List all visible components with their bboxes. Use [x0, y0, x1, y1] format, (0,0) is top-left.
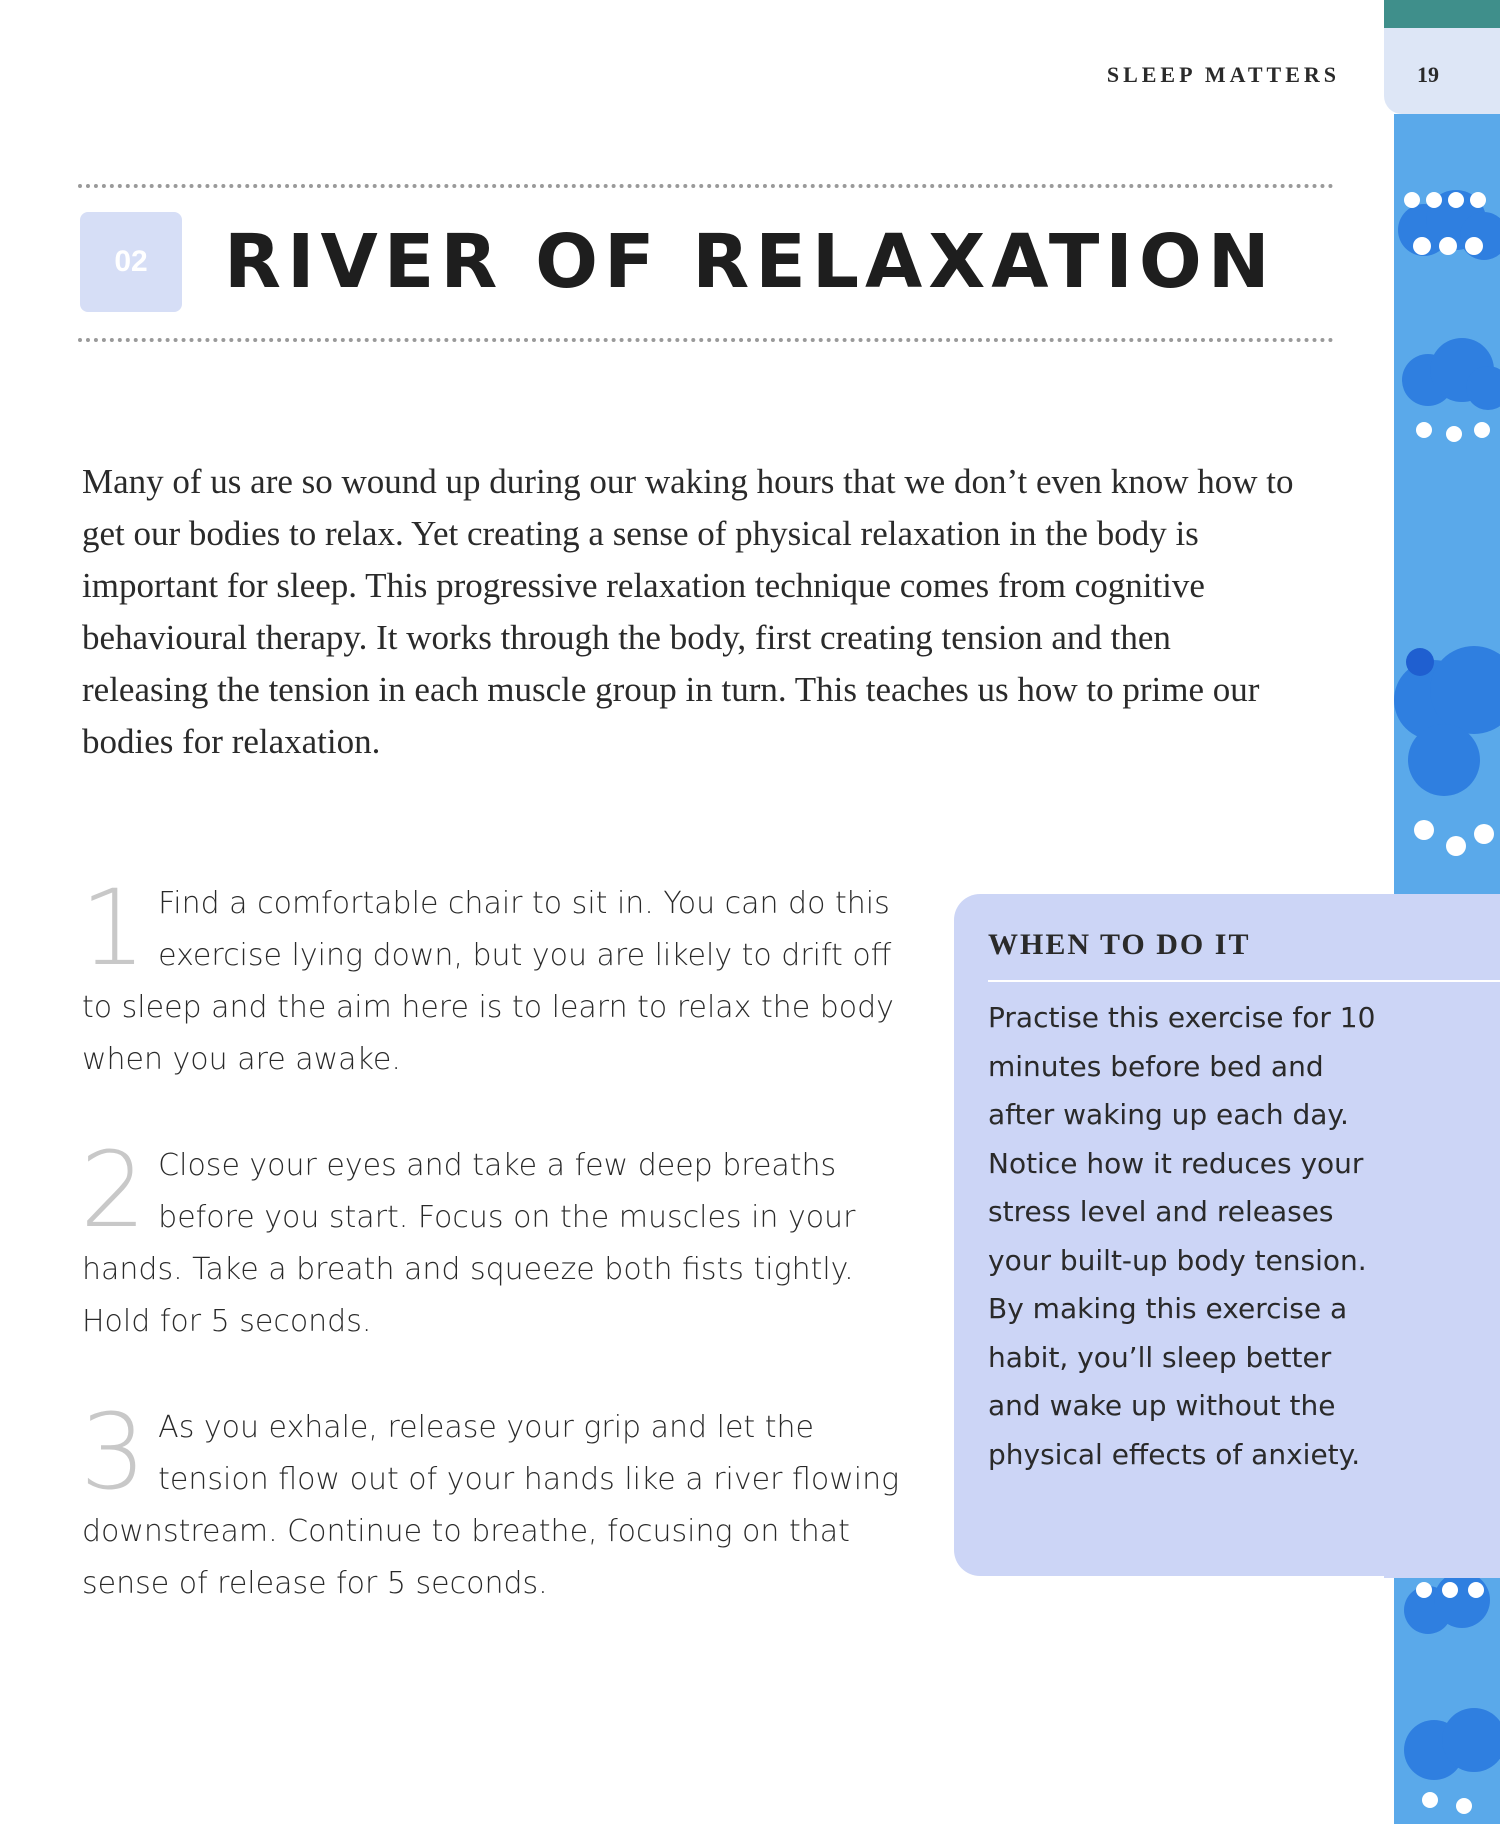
tip-heading: WHEN TO DO IT: [988, 928, 1251, 961]
section-title: RIVER OF RELAXATION: [224, 219, 1276, 305]
step-text: As you exhale, release your grip and let the tension flow out of your hands like a river flowing downstream. Continue to breathe, focusing on that sense of release for 5 seconds.: [82, 1410, 900, 1601]
running-head: SLEEP MATTERS: [1106, 62, 1340, 87]
chapter-badge: 02: [80, 212, 182, 312]
tip-divider: [988, 980, 1500, 982]
step-number: 3: [80, 1391, 147, 1513]
step-item: [80, 1391, 902, 1610]
step-item: [80, 867, 902, 1086]
step-text: Close your eyes and take a few deep breaths before you start. Focus on the muscles in your hands. Take a breath and squeeze both fists tightly. Hold for 5 seconds.: [82, 1148, 856, 1339]
step-number: 2: [80, 1129, 147, 1251]
dotted-rule-top: [78, 184, 1334, 188]
when-to-do-it-box: [954, 894, 1500, 1576]
step-text: Find a comfortable chair to sit in. You can do this exercise lying down, but you are likely to drift off to sleep and the aim here is to learn to relax the body when you are awake.: [82, 886, 894, 1077]
tip-text: Practise this exercise for 10 minutes before bed and after waking up each day. Notice how it reduces your stress level and releases your built-up body tension. By making this exercise a habit, you’ll sleep better and wake up without the physical effects of anxiety.: [988, 1001, 1376, 1471]
step-number: 1: [80, 867, 147, 989]
dotted-rule-bottom: [78, 338, 1334, 342]
step-item: [80, 1129, 902, 1348]
intro-paragraph: Many of us are so wound up during our waking hours that we don’t even know how to get our bodies to relax. Yet creating a sense of physical relaxation in the body is important for sleep. This progressive relaxation technique comes from cognitive behavioural therapy. It works through the body, first creating tension and then releasing the tension in each muscle group in turn. This teaches us how to prime our bodies for relaxation.: [82, 462, 1294, 761]
page-number: 19: [1417, 62, 1439, 87]
